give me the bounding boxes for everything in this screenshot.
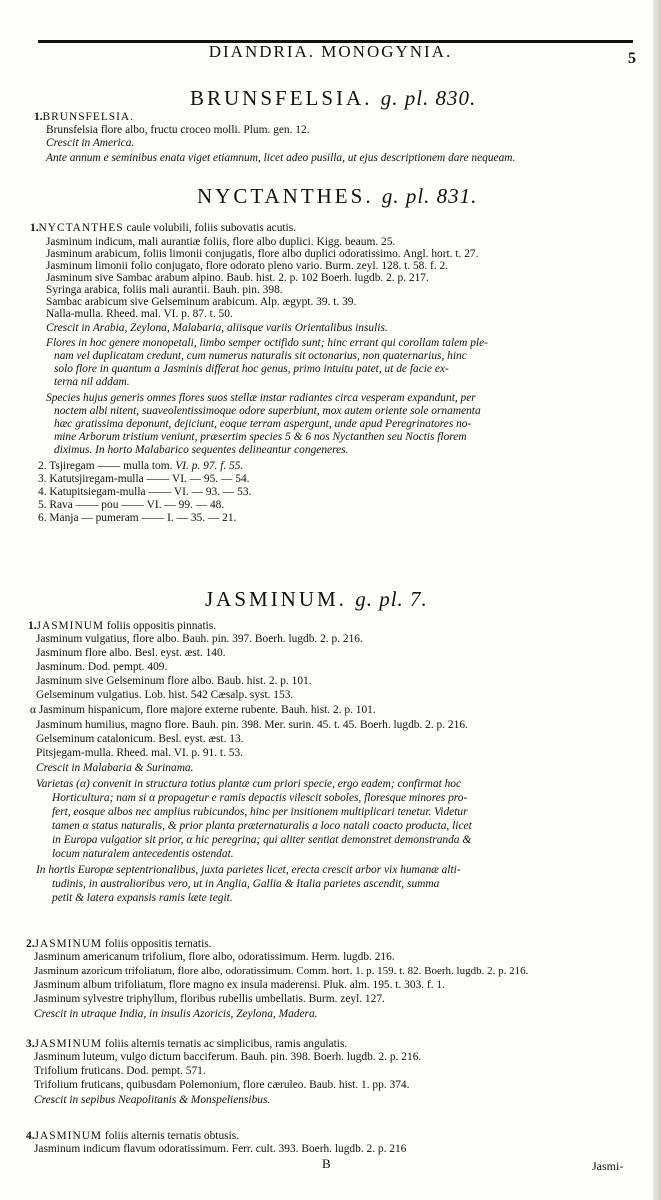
species-name: NYCTANTHES [38,222,124,234]
commentary-line: petit & latera expansis ramis læte tegit. [52,892,233,904]
species-diagnosis: foliis alternis ternatis ac simplicibus, ramis angulatis. [104,1038,348,1050]
synonym-line: Jasminum azoricum trifoliatum, flore albo, odoratissimum. Comm. hort. 1. p. 159. t. 82. Boerh. lugdb. 2. p. 216. [34,965,529,977]
item-name: Tsjiregam [49,460,95,472]
habitat-line: Crescit in Arabia, Zeylona, Malabaria, aliisque variis Orientalibus insulis. [46,322,388,334]
species-number: 1. [34,111,43,123]
observation-line: Ante annum e seminibus enata viget etiamnum, licet adeo pusilla, ut ejus descriptionem dare nequeam. [46,152,516,164]
synonym-line: Nalla-mulla. Rheed. mal. VI. p. 87. t. 50. [46,308,233,320]
synonym-line: Jasminum humilius, magno flore. Bauh. pin. 398. Mer. surin. 45. t. 45. Boerh. lugdb. 2. p. 216. [36,719,468,731]
habitat-line: Crescit in America. [46,137,135,149]
item-reference: VI. — 99. — 48. [146,499,225,511]
species-diagnosis: foliis alternis ternatis obtusis. [104,1130,240,1142]
item-reference: VI. — 95. — 54. [171,473,250,485]
synonym-line: Brunsfelsia flore albo, fructu croceo molli. Plum. gen. 12. [46,124,310,136]
synonym-line: Trifolium fruticans, quibusdam Polemonium, flore cæruleo. Baub. hist. 1. pp. 374. [34,1079,410,1091]
synonym-line: Sambac arabicum sive Gelseminum arabicum. Alp. ægypt. 39. t. 39. [46,296,357,308]
synonym-line: Jasminum americanum trifolium, flore albo, odoratissimum. Herm. lugdb. 216. [34,951,395,963]
species-number: 1. [30,222,39,234]
item-number: 5. [38,499,47,511]
item-reference: VI. — 93. — 53. [173,486,252,498]
commentary-line: solo flore in quantum a Jasminis differat hoc genus, primo intuitu patet, ut de facie ex- [54,363,449,375]
item-number: 2. [38,460,47,472]
species-diagnosis: caule volubili, foliis subovatis acutis. [126,222,297,234]
commentary-line: in Europa vulgatior sit prior, α hic peregrina; qui aliter sentiat demonstret demonstranda & [52,834,472,846]
genus-title: JASMINUM. [205,587,347,611]
synonym-line: Jasminum limonii folio conjugato, flore odorato pleno vario. Burm. zeyl. 128. t. 58. f. 2. [46,260,449,272]
species-name: JASMINUM [34,938,103,950]
malabar-list-item [38,486,251,498]
commentary-line: noctem albi nitent, suaveolentissimoque odore superbiunt, mox autem oriente sole ornamenta [54,405,481,417]
synonym-line: Jasminum indicum flavum odoratissimum. Ferr. cult. 393. Boerh. lugdb. 2. p. 216 [34,1143,407,1155]
synonym-line: Jasminum indicum, mali aurantiæ foliis, flore albo duplici. Kigg. beaum. 25. [46,236,396,248]
commentary-line: nam vel duplicatam credunt, cum numerus naturalis sit octonarius, non quaternarius, hinc [54,350,467,362]
commentary-line: hæc gratissima deponunt, dejiciunt, eoque terram aspergunt, unde apud Peregrinatores no- [54,418,472,430]
commentary-line: mine Arborum tristium veniunt, præsertim species 5 & 6 nos Nyctanthen seu Noctis florem [54,431,467,443]
genus-heading-brunsfelsia [190,86,476,111]
synonym-line: Jasminum. Dod. pempt. 409. [36,661,168,673]
facing-page-edge [653,0,661,1200]
malabar-list-item [38,460,243,472]
commentary-line: Horticultura; nam si α propagetur e ramis depactis vilescit soboles, floresque minores pro- [52,792,468,804]
synonym-line: Trifolium fruticans. Dod. pempt. 571. [34,1065,206,1077]
commentary-line: terna nil addam. [54,376,130,388]
item-dash: —— [148,486,172,498]
species-name: BRUNSFELSIA. [42,111,134,123]
item-dash: —— mulla tom. [97,460,173,472]
synonym-line: Gelseminum vulgatius. Lob. hist. 542 Cæsalp. syst. 153. [36,689,294,701]
species-number: 3. [26,1038,35,1050]
commentary-line: fert, eosque albos nec amplius rubicundos, hinc per insitionem multiplicari tenetur. Videtur [52,806,468,818]
item-name: Rava [49,499,73,511]
commentary-line: Varietas (α) convenit in structura totius plantæ cum priori specie, ergo eadem; confirmat hoc [36,778,462,790]
item-number: 6. [38,512,47,524]
synonym-line: Syringa arabica, foliis mali aurantii. Bauh. pin. 398. [46,284,283,296]
running-title: DIANDRIA. MONOGYNIA. [208,42,453,61]
habitat-line: Crescit in utraque India, in insulis Azoricis, Zeylona, Madera. [34,1008,318,1020]
synonym-line: Jasminum sive Sambac arabum alpino. Baub. hist. 2. p. 102 Boerh. lugdb. 2. p. 217. [46,272,429,284]
genus-reference: g. pl. 830. [380,86,477,110]
synonym-line: Jasminum vulgatius, flore albo. Bauh. pin. 397. Boerh. lugdb. 2. p. 216. [36,633,363,645]
commentary-line: tamen α status naturalis, & prior planta præternaturalis a loco natali coacto producta, licet [52,820,472,832]
synonym-line: Jasminum luteum, vulgo dictum bacciferum. Bauh. pin. 398. Boerh. lugdb. 2. p. 216. [34,1051,422,1063]
species-entry-header [26,1038,347,1050]
commentary-line: In hortis Europæ septentrionalibus, juxta parietes licet, erecta crescit arbor vix humanæ alti- [36,864,461,876]
item-name: Katupitsiegam-mulla [49,486,146,498]
species-number: 4. [26,1130,35,1142]
genus-reference: g. pl. 7. [355,587,428,611]
synonym-line: Jasminum sive Gelseminum flore albo. Baub. hist. 2. p. 101. [36,675,312,687]
species-number: 1. [28,620,37,632]
item-reference: VI. p. 97. f. 55. [175,460,244,472]
species-entry-header [34,111,134,123]
commentary-line: Species hujus generis omnes flores suos stellæ instar radiantes circa vesperam expandunt, per [46,392,476,404]
commentary-line: tudinis, in australioribus vero, ut in Anglia, Gallia & Italia parietes ascendit, summa [52,878,440,890]
commentary-line: diximus. In horto Malabarico sequentes delineantur congeneres. [54,444,349,456]
genus-heading-jasminum [205,587,428,612]
synonym-line: Jasminum arabicum, foliis limonii conjugatis, flore albo duplici odoratissimo. Angl. hort. t. 27. [46,248,479,260]
species-diagnosis: foliis oppositis pinnatis. [106,620,217,632]
signature-mark: B [322,1156,331,1171]
item-name: Katutsjiregam-mulla [49,473,144,485]
species-entry-header [30,222,296,234]
commentary-line: locum naturalem antecedentis ostendat. [52,848,234,860]
item-dash: —— pou —— [75,499,145,511]
malabar-list-item [38,473,249,485]
species-entry-header [26,1130,239,1142]
genus-reference: g. pl. 831. [381,184,478,208]
species-name: JASMINUM [36,620,105,632]
variety-line: α Jasminum hispanicum, flore majore externe rubente. Bauh. hist. 2. p. 101. [30,704,376,716]
species-entry-header [28,620,216,632]
species-diagnosis: foliis oppositis ternatis. [104,938,212,950]
synonym-line: Jasminum album trifoliatum, flore magno ex insula maderensi. Pluk. alm. 195. t. 303. f. 1. [34,979,445,991]
item-number: 3. [38,473,47,485]
item-dash: —— [146,473,170,485]
species-name: JASMINUM [34,1038,103,1050]
genus-title: BRUNSFELSIA. [190,86,373,110]
malabar-list-item [38,499,224,511]
commentary-line: Flores in hoc genere monopetali, limbo semper octifido sunt; hinc errant qui corollam talem ple- [46,337,488,349]
species-number: 2. [26,938,35,950]
synonym-line: Pitsjegam-mulla. Rheed. mal. VI. p. 91. t. 53. [36,747,244,759]
item-name: Manja — pumeram [49,512,139,524]
species-name: JASMINUM [34,1130,103,1142]
synonym-line: Jasminum sylvestre triphyllum, floribus rubellis umbellatis. Burm. zeyl. 127. [34,993,385,1005]
item-number: 4. [38,486,47,498]
habitat-line: Crescit in sepibus Neapolitanis & Monspeliensibus. [34,1094,271,1106]
synonym-line: Jasminum flore albo. Besl. eyst. æst. 140. [36,647,226,659]
malabar-list-item [38,512,236,524]
item-dash: —— [141,512,165,524]
page-number: 5 [628,50,636,67]
catchword: Jasmi- [592,1159,624,1173]
genus-heading-nyctanthes [197,184,477,209]
synonym-line: Gelseminum catalonicum. Besl. eyst. æst. 13. [36,733,244,745]
habitat-line: Crescit in Malabaria & Surinama. [36,762,194,774]
item-reference: I. — 35. — 21. [167,512,237,524]
genus-title: NYCTANTHES. [197,184,374,208]
species-entry-header [26,938,212,950]
